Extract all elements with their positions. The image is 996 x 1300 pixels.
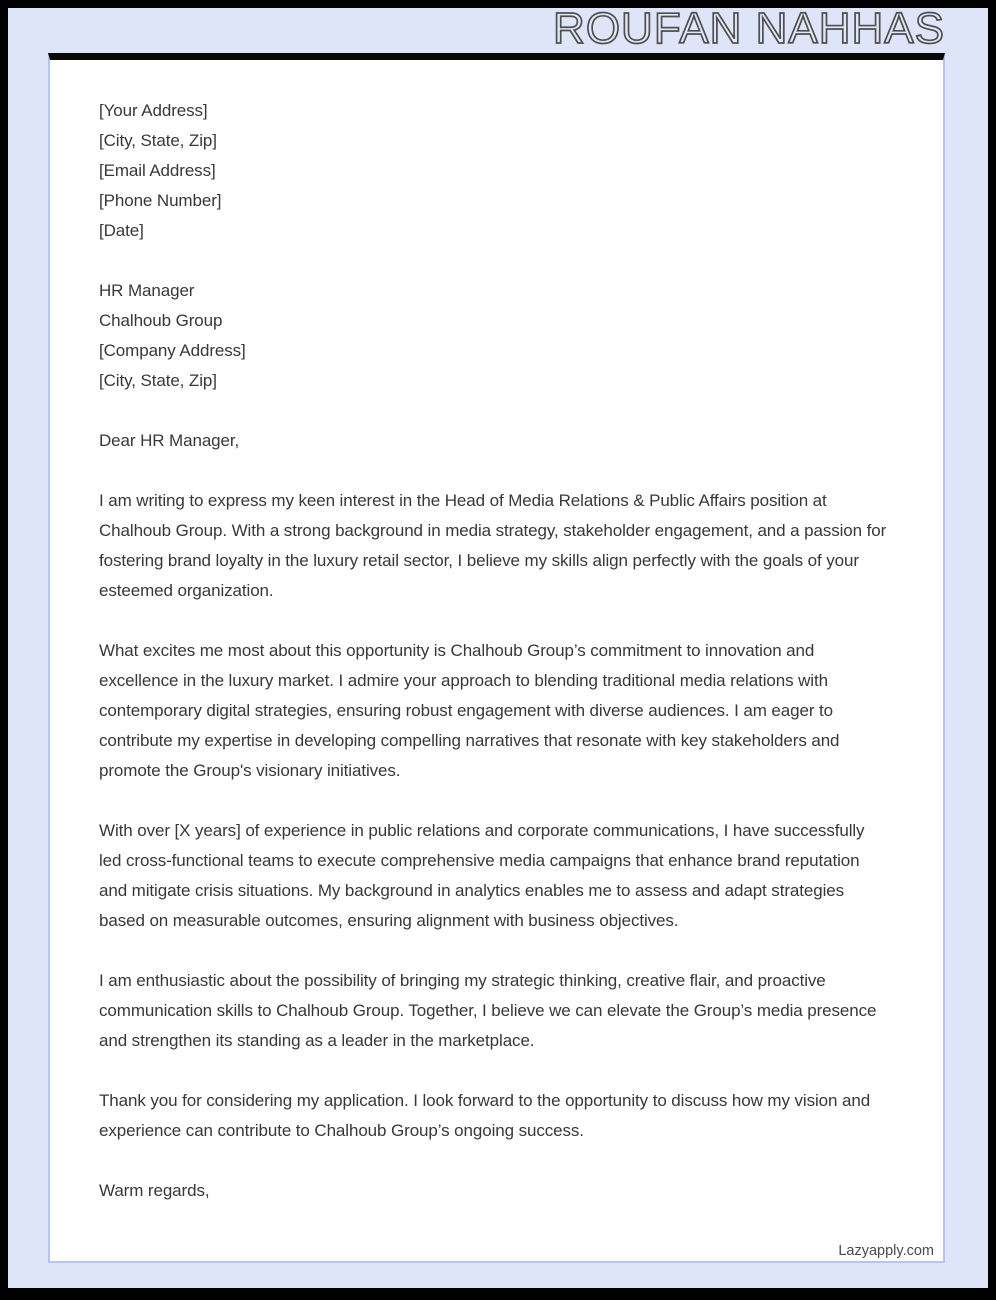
recipient-name-line: HR Manager	[99, 281, 195, 300]
paragraph-motivation: What excites me most about this opportunity is Chalhoub Group’s commitment to innovation and excellence in the luxury market. I admire your approach to blending traditional media relations with contemporary digital strategies, ensuring robust engagement with diverse audiences. I am eager to contribute my expertise in developing compelling narratives that resonate with key stakeholders and promote the Group's visionary initiatives.	[99, 641, 840, 780]
sender-address-block	[99, 96, 891, 246]
letter-body	[50, 60, 943, 1206]
sender-city-line: [City, State, Zip]	[99, 131, 217, 150]
paragraph-thanks: Thank you for considering my application. I look forward to the opportunity to discuss how my vision and experience can contribute to Chalhoub Group’s ongoing success.	[99, 1091, 871, 1140]
sender-email-line: [Email Address]	[99, 161, 216, 180]
recipient-address-line: [Company Address]	[99, 341, 246, 360]
sender-phone-line: [Phone Number]	[99, 191, 222, 210]
lazyapply-watermark: Lazyapply.com	[838, 1243, 934, 1259]
date-line: [Date]	[99, 221, 144, 240]
recipient-address-block	[99, 276, 891, 396]
salutation: Dear HR Manager,	[99, 431, 240, 450]
sender-address-line: [Your Address]	[99, 101, 208, 120]
candidate-name-title: ROUFAN NAHHAS	[553, 4, 945, 53]
recipient-company-line: Chalhoub Group	[99, 311, 223, 330]
recipient-city-line: [City, State, Zip]	[99, 371, 217, 390]
paragraph-intro: I am writing to express my keen interest in the Head of Media Relations & Public Affairs position at Chalhoub Group. With a strong background in media strategy, stakeholder engagement, and a passion for fostering brand loyalty in the luxury retail sector, I believe my skills align perfectly with the goals of your esteemed organization.	[99, 491, 887, 600]
paragraph-enthusiasm: I am enthusiastic about the possibility of bringing my strategic thinking, creative flair, and proactive communication skills to Chalhoub Group. Together, I believe we can elevate the Group’s media presence and strengthen its standing as a leader in the marketplace.	[99, 971, 877, 1050]
paragraph-experience: With over [X years] of experience in public relations and corporate communications, I have successfully led cross-functional teams to execute comprehensive media campaigns that enhance brand reputation and mitigate crisis situations. My background in analytics enables me to assess and adapt strategies based on measurable outcomes, ensuring alignment with business objectives.	[99, 821, 865, 930]
closing-line: Warm regards,	[99, 1181, 210, 1200]
letter-sheet	[48, 53, 945, 1263]
